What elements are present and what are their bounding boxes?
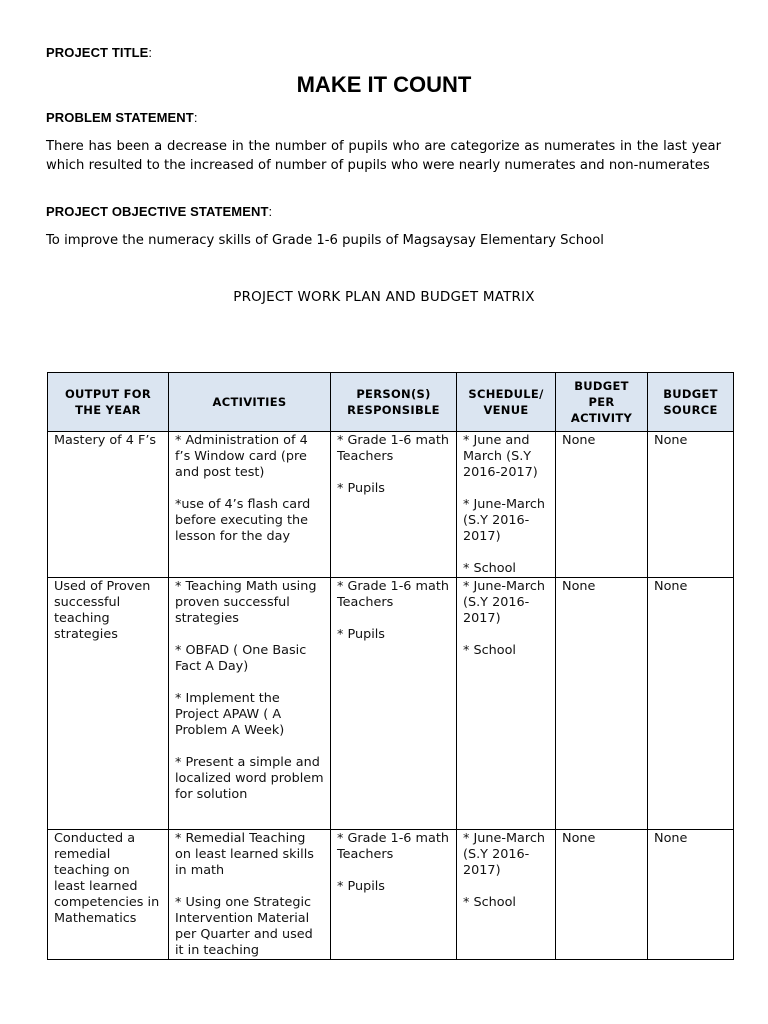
cell-source [648, 578, 734, 830]
problem-statement-text: There has been a decrease in the number of pupils who are categorize as numerates in the last year which resulted to the increased of number of pupils who were nearly numerates and non-numerates [46, 139, 721, 173]
cell-text: None [654, 831, 688, 846]
cell-output [48, 830, 169, 960]
cell-source [648, 432, 734, 578]
cell-text: * Using one Strategic Intervention Material per Quarter and used it in teaching [175, 895, 313, 958]
cell-activities [169, 830, 331, 960]
cell-budget [556, 432, 648, 578]
cell-text: * June and March (S.Y 2016-2017) [463, 433, 538, 480]
header-source: BUDGET SOURCE [648, 373, 734, 432]
table-row [48, 432, 734, 578]
cell-text: * Grade 1-6 math Teachers [337, 579, 449, 610]
cell-persons [331, 432, 457, 578]
table-row [48, 578, 734, 830]
cell-text: * Pupils [337, 481, 385, 496]
cell-text: None [654, 433, 688, 448]
cell-text: * Grade 1-6 math Teachers [337, 831, 449, 862]
cell-text: * School [463, 895, 516, 910]
cell-text: * School [463, 561, 516, 576]
cell-output [48, 432, 169, 578]
cell-text: * Teaching Math using proven successful strategies [175, 579, 317, 626]
header-activities: ACTIVITIES [169, 373, 331, 432]
page-title: MAKE IT COUNT [296, 72, 472, 97]
cell-text: * OBFAD ( One Basic Fact A Day) [175, 643, 307, 674]
problem-statement-label: PROBLEM STATEMENT: [46, 110, 198, 125]
cell-schedule [457, 830, 556, 960]
cell-activities [169, 432, 331, 578]
cell-text: None [562, 579, 596, 594]
table-row [48, 830, 734, 960]
cell-persons [331, 830, 457, 960]
objective-statement-text: To improve the numeracy skills of Grade 1-6 pupils of Magsaysay Elementary School [46, 233, 604, 248]
header-budget: BUDGET PER ACTIVITY [556, 373, 648, 432]
cell-schedule [457, 432, 556, 578]
cell-text: * Pupils [337, 627, 385, 642]
header-persons: PERSON(S) RESPONSIBLE [331, 373, 457, 432]
cell-text: None [562, 831, 596, 846]
cell-text: None [654, 579, 688, 594]
cell-activities [169, 578, 331, 830]
objective-statement-label: PROJECT OBJECTIVE STATEMENT: [46, 204, 273, 219]
cell-persons [331, 578, 457, 830]
header-schedule: SCHEDULE/ VENUE [457, 373, 556, 432]
cell-text: Used of Proven successful teaching strategies [54, 579, 151, 642]
cell-text: Mastery of 4 F’s [54, 433, 157, 448]
cell-text: * Present a simple and localized word problem for solution [175, 755, 324, 802]
project-title-label: PROJECT TITLE: [46, 45, 153, 60]
cell-text: * Grade 1-6 math Teachers [337, 433, 449, 464]
cell-output [48, 578, 169, 830]
cell-text: * Pupils [337, 879, 385, 894]
cell-text: * Administration of 4 f’s Window card (pre and post test) [175, 433, 308, 480]
work-plan-table [47, 372, 734, 960]
matrix-title: PROJECT WORK PLAN AND BUDGET MATRIX [233, 289, 535, 305]
cell-text: * June-March (S.Y 2016-2017) [463, 831, 545, 878]
cell-text: * June-March (S.Y 2016-2017) [463, 497, 545, 544]
cell-budget [556, 830, 648, 960]
cell-source [648, 830, 734, 960]
table-header-row [48, 373, 734, 432]
cell-text: * Implement the Project APAW ( A Problem A Week) [175, 691, 285, 738]
cell-text: * June-March (S.Y 2016-2017) [463, 579, 545, 626]
cell-text: *use of 4’s flash card before executing the lesson for the day [175, 497, 311, 544]
cell-budget [556, 578, 648, 830]
cell-text: * Remedial Teaching on least learned skills in math [175, 831, 314, 878]
cell-schedule [457, 578, 556, 830]
cell-text: * School [463, 643, 516, 658]
cell-text: Conducted a remedial teaching on least learned competencies in Mathematics [54, 831, 160, 926]
header-output: OUTPUT FOR THE YEAR [48, 373, 169, 432]
cell-text: None [562, 433, 596, 448]
